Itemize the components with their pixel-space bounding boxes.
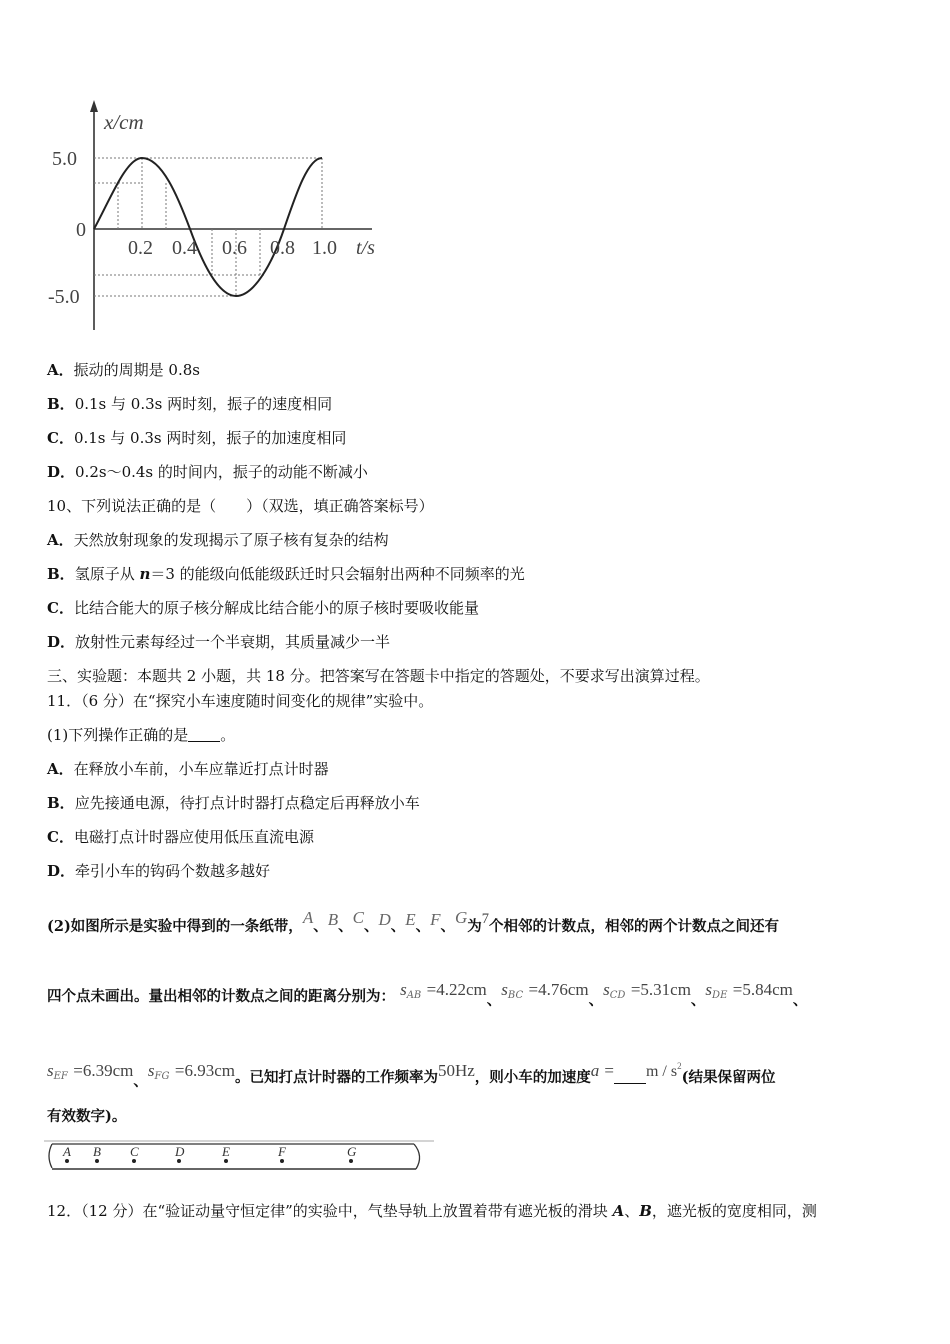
seven: 7	[481, 911, 490, 927]
option-text: 振动的周期是 0.8s	[73, 361, 200, 379]
tape-label-d: D	[175, 1144, 185, 1159]
separator: 、	[313, 918, 328, 935]
tape-dot-f	[280, 1159, 284, 1163]
separator: 、	[133, 1073, 148, 1090]
option-label: B．	[47, 565, 75, 583]
part1-end: 。	[220, 726, 236, 744]
separator: 、	[415, 918, 431, 935]
q9-option-b	[47, 394, 332, 414]
separator: 、	[363, 918, 379, 935]
tape-right-edge	[414, 1144, 420, 1169]
option-label: C．	[47, 599, 74, 617]
option-label: A．	[47, 760, 74, 778]
option-text: 氢原子从	[74, 565, 140, 583]
tape-left-edge	[49, 1144, 52, 1168]
option-text: 比结合能大的原子核分解成比结合能小的原子核时要吸收能量	[73, 599, 479, 617]
option-label: D．	[47, 463, 76, 481]
point-d: D	[378, 910, 391, 929]
y-tick-neg5: -5.0	[48, 286, 80, 308]
tape-label-f: F	[278, 1144, 286, 1159]
tape-label-a: A	[63, 1144, 71, 1159]
tape-label-g: G	[347, 1144, 357, 1159]
x-axis-label: t/s	[356, 237, 375, 259]
q10-option-c	[47, 598, 479, 618]
tape-dot-e	[224, 1159, 228, 1163]
guide-lines	[94, 158, 322, 296]
tape-label-b: B	[93, 1144, 101, 1159]
y-axis-arrow	[90, 100, 98, 112]
q9-option-a	[47, 360, 200, 380]
point-e: E	[405, 910, 416, 929]
separator: 、	[624, 1202, 640, 1220]
a-variable: a	[590, 1061, 600, 1080]
q11-option-a	[47, 759, 329, 779]
q10-option-a	[47, 530, 389, 550]
slider-a: A	[612, 1202, 625, 1220]
x-tick-0-2: 0.2	[128, 237, 153, 259]
distance-bc: $s_{BC} =4.76cm$	[501, 980, 589, 1001]
distance-ef: $s_{EF} =6.39cm$	[47, 1061, 134, 1082]
part1-text: (1)下列操作正确的是	[47, 726, 189, 744]
option-label: A．	[47, 361, 74, 379]
option-label: B．	[47, 395, 75, 413]
frequency: 50Hz	[437, 1061, 475, 1080]
separator: 、	[440, 918, 455, 935]
q12-text-after: ，遮光板的宽度相同，测	[651, 1202, 817, 1220]
part2-rest: 个相邻的计数点，相邻的两个计数点之间还有	[489, 918, 780, 935]
tape-label-e: E	[222, 1144, 230, 1159]
q11-stem: 11．（6 分）在“探究小车速度随时间变化的规律”实验中。	[47, 692, 434, 710]
separator: 、	[390, 918, 406, 935]
separator: 、	[588, 992, 604, 1009]
unit: m / $s^2$	[645, 1061, 682, 1080]
option-text: 0.1s 与 0.3s 两时刻，振子的加速度相同	[73, 429, 347, 447]
q11-part2-line4: 有效数字)。	[47, 1108, 127, 1125]
q12-stem	[47, 1201, 817, 1221]
option-text: 0.1s 与 0.3s 两时刻，振子的速度相同	[74, 395, 333, 413]
y-axis-label: x/cm	[104, 110, 144, 134]
equals: =	[604, 1061, 614, 1080]
option-text: 0.2s～0.4s 的时间内，振子的动能不断减小	[75, 463, 368, 481]
separator: 、	[486, 992, 502, 1009]
tape-dot-d	[177, 1159, 181, 1163]
wei: 为	[467, 918, 482, 935]
q11-part1	[47, 725, 235, 745]
distance-de: $s_{DE} =5.84cm$	[705, 980, 793, 1001]
option-text: 电磁打点计时器应使用低压直流电源	[73, 828, 314, 846]
freq-intro: 。已知打点计时器的工作频率为	[234, 1069, 438, 1086]
option-label: D．	[47, 633, 76, 651]
q10-option-b	[47, 564, 525, 584]
q11-part2-line2	[47, 980, 807, 1011]
option-label: C．	[47, 429, 74, 447]
q11-part2-line1	[47, 908, 779, 937]
x-tick-0-8: 0.8	[270, 237, 295, 259]
option-text: ＝3 的能级向低能级跃迁时只会辐射出两种不同频率的光	[150, 565, 525, 583]
q10-stem: 10、下列说法正确的是（ ）（双选，填正确答案标号）	[47, 497, 434, 515]
option-text: 放射性元素每经过一个半衰期，其质量减少一半	[75, 633, 391, 651]
q11-part2-line3	[47, 1056, 775, 1092]
point-b: B	[327, 910, 339, 929]
point-f: F	[430, 910, 441, 929]
q9-option-c	[47, 428, 346, 448]
part2-intro: (2)如图所示是实验中得到的一条纸带，	[47, 918, 303, 935]
tape-label-c: C	[130, 1144, 139, 1159]
line2-intro: 四个点未画出。量出相邻的计数点之间的距离分别为：	[47, 988, 395, 1005]
tape-dot-a	[65, 1159, 69, 1163]
option-text: 天然放射现象的发现揭示了原子核有复杂的结构	[73, 531, 389, 549]
y-tick-0: 0	[76, 219, 86, 241]
tape-dot-g	[349, 1159, 353, 1163]
section-3-title: 三、实验题：本题共 2 小题，共 18 分。把答案写在答题卡中指定的答题处，不要求写出演算过程。	[47, 667, 710, 685]
tape-dot-c	[132, 1159, 136, 1163]
option-label: D．	[47, 862, 76, 880]
option-label: A．	[47, 531, 74, 549]
option-text: 应先接通电源，待打点计时器打点稳定后再释放小车	[74, 794, 420, 812]
separator: 、	[338, 918, 353, 935]
displacement-time-graph	[40, 92, 400, 342]
point-a: A	[302, 908, 314, 927]
separator: 、	[690, 992, 706, 1009]
paper-tape-figure	[44, 1136, 436, 1182]
x-tick-1-0: 1.0	[312, 237, 337, 259]
slider-b: B	[639, 1202, 652, 1220]
point-g: G	[455, 908, 468, 927]
y-tick-5: 5.0	[52, 148, 77, 170]
point-c: C	[352, 908, 364, 927]
answer-blank	[614, 1069, 646, 1084]
separator: 、	[792, 992, 808, 1009]
q12-text-before: 12．（12 分）在“验证动量守恒定律”的实验中，气垫导轨上放置着带有遮光板的滑块	[47, 1202, 613, 1220]
x-tick-0-4: 0.4	[172, 237, 197, 259]
option-text: 牵引小车的钩码个数越多越好	[75, 862, 271, 880]
q11-option-b	[47, 793, 420, 813]
q11-option-c	[47, 827, 314, 847]
distance-cd: $s_{CD} =5.31cm$	[603, 980, 691, 1001]
option-text: 在释放小车前，小车应靠近打点计时器	[73, 760, 329, 778]
q11-option-d	[47, 861, 270, 881]
q9-option-d	[47, 462, 368, 482]
distance-ab: $s_{AB} =4.22cm$	[400, 980, 487, 1001]
accel-intro: ，则小车的加速度	[474, 1069, 591, 1086]
tape-dot-b	[95, 1159, 99, 1163]
distance-fg: $s_{FG} =6.93cm$	[147, 1061, 235, 1082]
tail: (结果保留两位	[681, 1069, 776, 1086]
x-tick-0-6: 0.6	[222, 237, 247, 259]
option-label: C．	[47, 828, 74, 846]
option-label: B．	[47, 794, 75, 812]
n-variable: n	[139, 565, 151, 583]
q10-option-d	[47, 632, 390, 652]
answer-blank	[188, 727, 220, 742]
